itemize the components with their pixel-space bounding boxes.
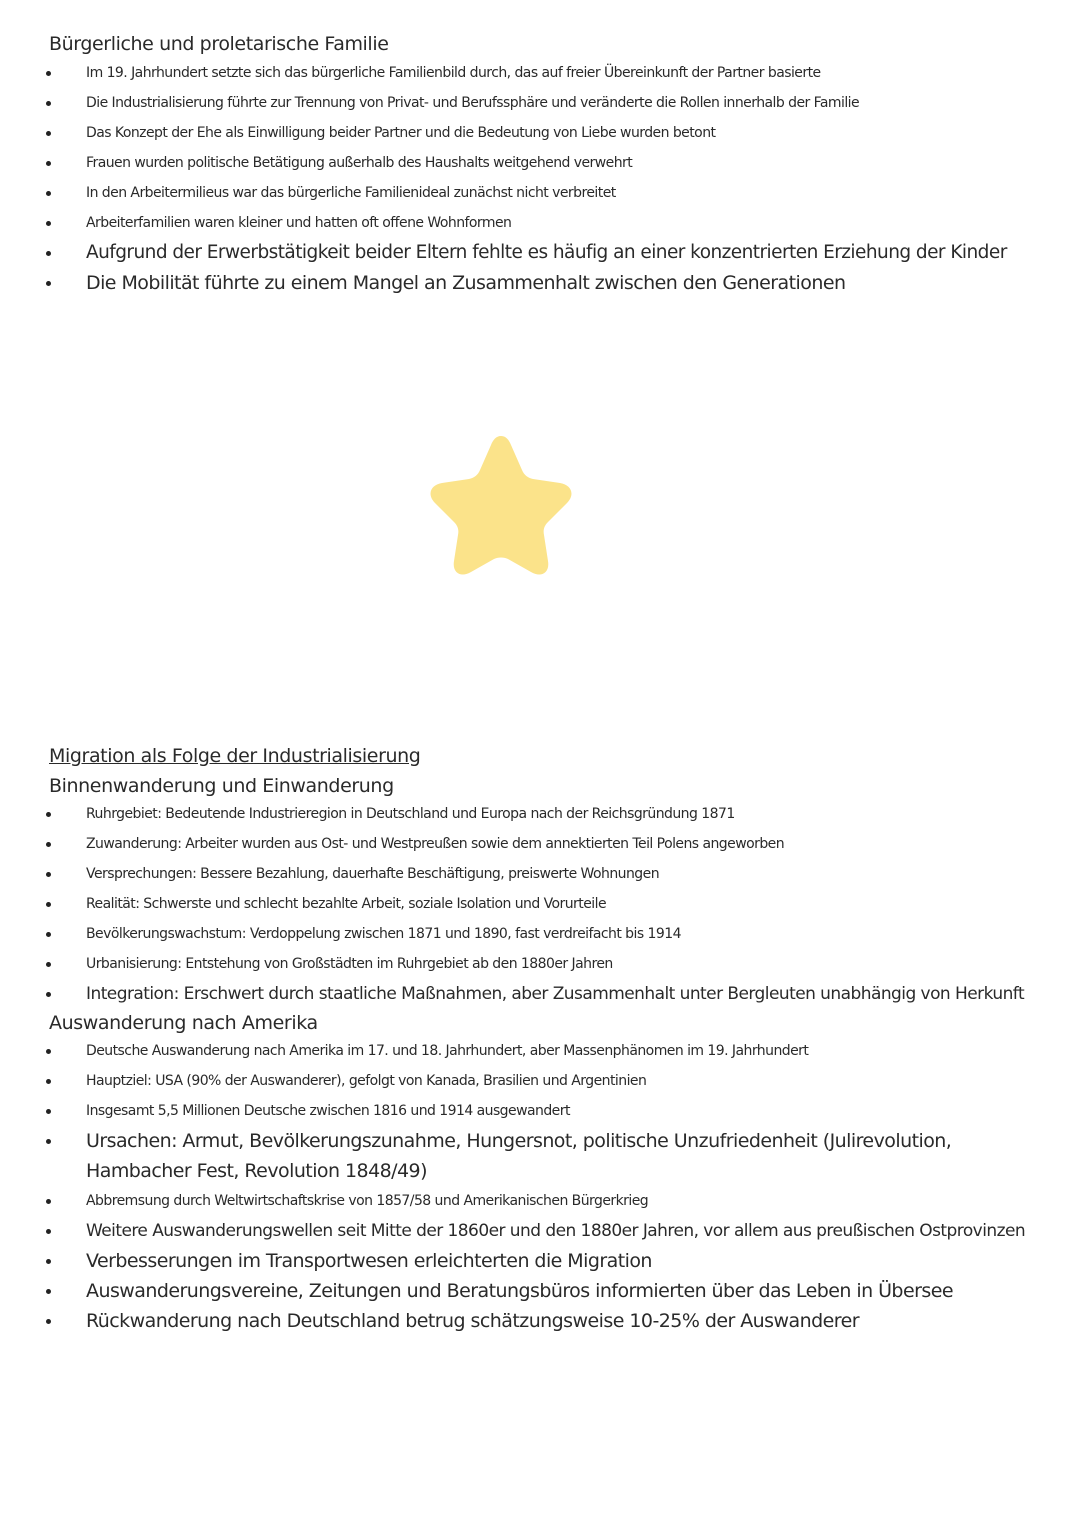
emigration-list bbox=[40, 1036, 1026, 1336]
internal-migration-list bbox=[40, 799, 1024, 1009]
subheading-emigration bbox=[46, 1011, 324, 1035]
star-shape bbox=[431, 436, 572, 575]
list-item: Auswanderungsvereine, Zeitungen und Beratungsbüros informierten über das Leben in Übersee bbox=[40, 1276, 1026, 1306]
star-icon bbox=[422, 428, 580, 578]
list-item: Urbanisierung: Entstehung von Großstädten im Ruhrgebiet ab den 1880er Jahren bbox=[40, 949, 1024, 979]
list-item: Realität: Schwerste und schlecht bezahlte Arbeit, soziale Isolation und Vorurteile bbox=[40, 889, 1024, 919]
list-item: Arbeiterfamilien waren kleiner und hatten oft offene Wohnformen bbox=[40, 208, 1007, 238]
list-item: Die Mobilität führte zu einem Mangel an Zusammenhalt zwischen den Generationen bbox=[40, 268, 1007, 298]
list-item: Die Industrialisierung führte zur Trennung von Privat- und Berufssphäre und veränderte die Rollen innerhalb der Familie bbox=[40, 88, 1007, 118]
section-heading-family-text: Bürgerliche und proletarische Familie bbox=[46, 32, 394, 56]
list-item: Das Konzept der Ehe als Einwilligung beider Partner und die Bedeutung von Liebe wurden betont bbox=[40, 118, 1007, 148]
list-item: Insgesamt 5,5 Millionen Deutsche zwischen 1816 und 1914 ausgewandert bbox=[40, 1096, 1026, 1126]
list-item: Im 19. Jahrhundert setzte sich das bürgerliche Familienbild durch, das auf freier Übereinkunft der Partner basierte bbox=[40, 58, 1007, 88]
list-item: Abbremsung durch Weltwirtschaftskrise von 1857/58 und Amerikanischen Bürgerkrieg bbox=[40, 1186, 1026, 1216]
list-item: In den Arbeitermilieus war das bürgerliche Familienideal zunächst nicht verbreitet bbox=[40, 178, 1007, 208]
list-item: Versprechungen: Bessere Bezahlung, dauerhafte Beschäftigung, preiswerte Wohnungen bbox=[40, 859, 1024, 889]
list-item: Hauptziel: USA (90% der Auswanderer), gefolgt von Kanada, Brasilien und Argentinien bbox=[40, 1066, 1026, 1096]
subheading-internal-migration bbox=[46, 774, 400, 798]
list-item: Integration: Erschwert durch staatliche Maßnahmen, aber Zusammenhalt unter Bergleuten unabhängig von Herkunft bbox=[40, 979, 1024, 1009]
section-heading-family bbox=[46, 32, 394, 56]
list-item: Zuwanderung: Arbeiter wurden aus Ost- und Westpreußen sowie dem annektierten Teil Polens angeworben bbox=[40, 829, 1024, 859]
list-item: Aufgrund der Erwerbstätigkeit beider Eltern fehlte es häufig an einer konzentrierten Erziehung der Kinder bbox=[40, 238, 1007, 268]
family-list bbox=[40, 58, 1007, 298]
list-item: Deutsche Auswanderung nach Amerika im 17. und 18. Jahrhundert, aber Massenphänomen im 19. Jahrhundert bbox=[40, 1036, 1026, 1066]
subheading-internal-migration-text: Binnenwanderung und Einwanderung bbox=[46, 774, 400, 798]
subheading-emigration-text: Auswanderung nach Amerika bbox=[46, 1011, 324, 1035]
list-item: Bevölkerungswachstum: Verdoppelung zwischen 1871 und 1890, fast verdreifacht bis 1914 bbox=[40, 919, 1024, 949]
section-heading-migration bbox=[46, 744, 426, 768]
list-item: Ruhrgebiet: Bedeutende Industrieregion in Deutschland und Europa nach der Reichsgründung 1871 bbox=[40, 799, 1024, 829]
list-item: Ursachen: Armut, Bevölkerungszunahme, Hungersnot, politische Unzufriedenheit (Julirevolution, Hambacher Fest, Revolution 1848/49) bbox=[40, 1126, 1026, 1186]
list-item: Verbesserungen im Transportwesen erleichterten die Migration bbox=[40, 1246, 1026, 1276]
list-item: Rückwanderung nach Deutschland betrug schätzungsweise 10-25% der Auswanderer bbox=[40, 1306, 1026, 1336]
list-item: Weitere Auswanderungswellen seit Mitte der 1860er und den 1880er Jahren, vor allem aus preußischen Ostprovinzen bbox=[40, 1216, 1026, 1246]
section-heading-migration-text: Migration als Folge der Industrialisierung bbox=[46, 744, 426, 768]
list-item: Frauen wurden politische Betätigung außerhalb des Haushalts weitgehend verwehrt bbox=[40, 148, 1007, 178]
